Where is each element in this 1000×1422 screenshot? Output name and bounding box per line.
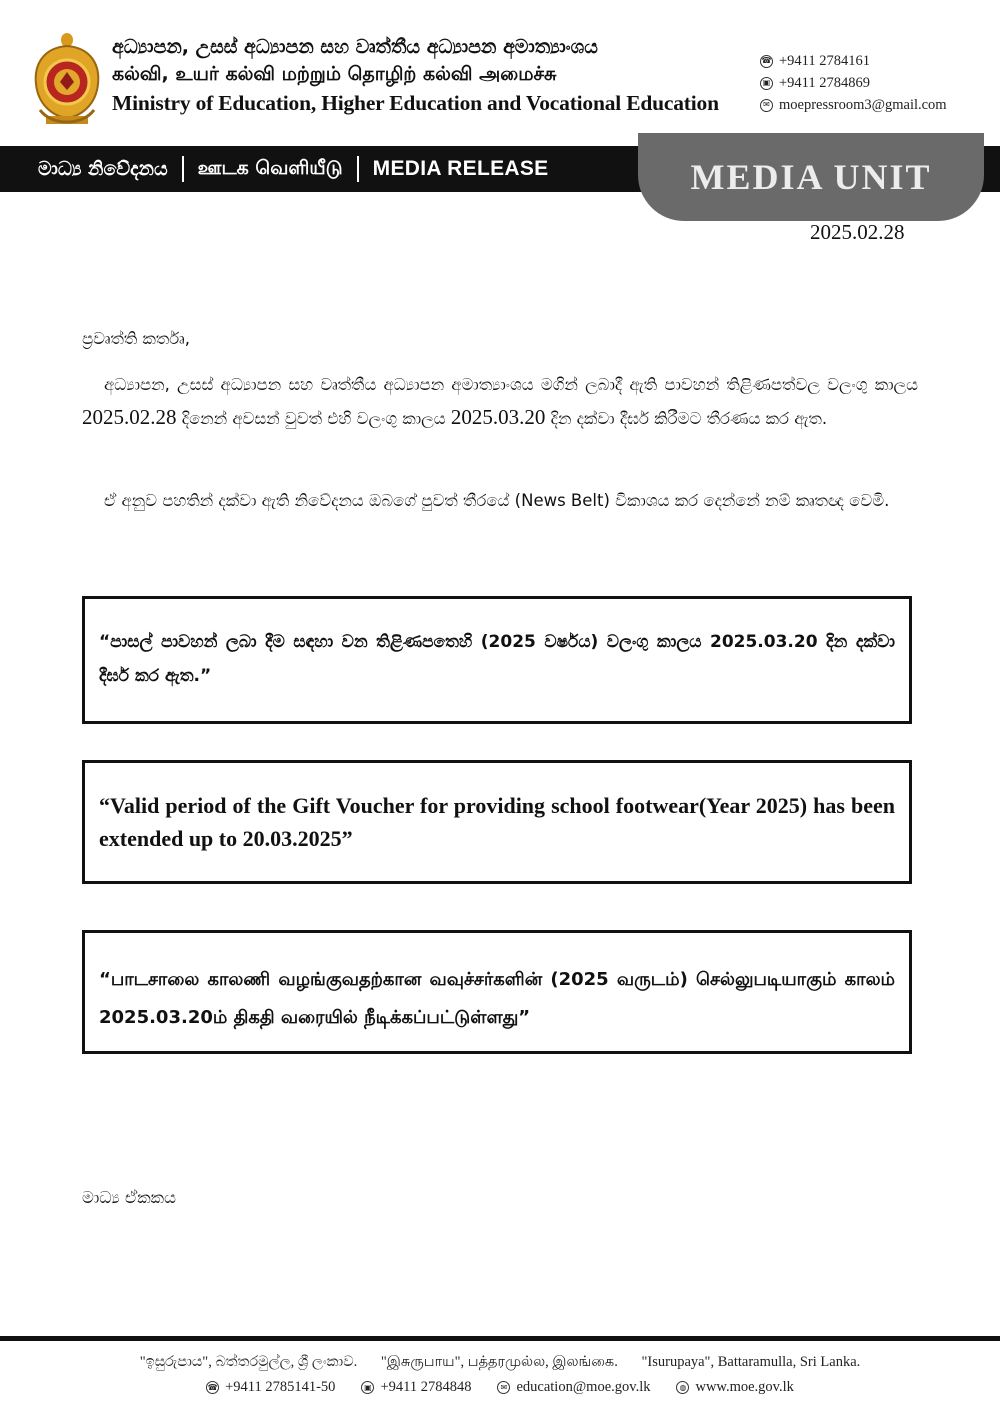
globe-icon: ◍ xyxy=(676,1381,689,1394)
ministry-name-tamil: கல்வி, உயர் கல்வி மற்றும் தொழிற் கல்வி அமைச்சு xyxy=(112,63,557,85)
sri-lanka-emblem-icon xyxy=(32,32,102,128)
notice-box-tamil xyxy=(82,930,912,1054)
header-fax-number: +9411 2784869 xyxy=(779,74,871,91)
salutation: ප්‍රවෘත්ති කර්තෘ, xyxy=(82,329,190,348)
release-date: 2025.02.28 xyxy=(810,220,905,244)
paragraph-1 xyxy=(82,368,918,435)
header-email xyxy=(760,94,995,116)
notice-box-english xyxy=(82,760,912,884)
band-tamil: ஊடக வெளியீடு xyxy=(197,156,343,179)
fax-icon: ▣ xyxy=(760,77,773,90)
notice-tamil: “பாடசாலை காலணி வழங்குவதற்கான வவுச்சர்களின் (2025 வருடம்) செல்லுபடியாகும் காலம் 2025.03.20ம் திகதி வரையில் நீடிக்கப்பட்டுள்ளது” xyxy=(99,969,895,1028)
header-email-address: moepressroom3@gmail.com xyxy=(779,96,947,113)
email-icon: ✉ xyxy=(760,99,773,112)
band-divider xyxy=(182,156,184,182)
header-contacts xyxy=(760,50,995,116)
para1-date-1: 2025.02.28 xyxy=(82,405,177,429)
footer-address-sinhala: "ඉසුරුපාය", බත්තරමුල්ල, ශ්‍රී ලංකාව. xyxy=(139,1354,358,1370)
phone-icon: ☎ xyxy=(206,1381,219,1394)
band-sinhala: මාධ්‍ය නිවේදනය xyxy=(38,158,168,180)
para1-text-3: දින දක්වා දීර්ඝ කිරීමට තීරණය කර ඇත. xyxy=(545,409,828,428)
footer-phone-number: +9411 2785141-50 xyxy=(225,1379,336,1395)
phone-icon: ☎ xyxy=(760,55,773,68)
header-fax xyxy=(760,72,995,94)
ministry-name-english: Ministry of Education, Higher Education and Vocational Education xyxy=(112,91,719,115)
footer-website-url: www.moe.gov.lk xyxy=(695,1379,794,1395)
footer-website xyxy=(676,1379,793,1396)
footer-address-english: "Isurupaya", Battaramulla, Sri Lanka. xyxy=(641,1354,861,1370)
band-divider xyxy=(357,156,359,182)
media-unit-tab: MEDIA UNIT xyxy=(638,133,984,221)
notice-english: “Valid period of the Gift Voucher for providing school footwear(Year 2025) has been extended up to 20.03.2025” xyxy=(99,793,895,851)
footer-address-tamil: "இசுருபாய", பத்தரமுல்ல, இலங்கை. xyxy=(380,1354,618,1370)
footer-address xyxy=(0,1354,1000,1372)
notice-box-sinhala xyxy=(82,596,912,724)
para1-text: අධ්‍යාපන, උසස් අධ්‍යාපන සහ වෘත්තීය අධ්‍යාපන අමාත්‍යාංශය මගින් ලබාදී ඇති පාවහන් තිළිණපත්වල වලංගු කාලය xyxy=(104,375,918,394)
ministry-name-sinhala: අධ්‍යාපන, උසස් අධ්‍යාපන සහ වෘත්තීය අධ්‍යාපන අමාත්‍යාංශය xyxy=(112,36,598,58)
para1-date-2: 2025.03.20 xyxy=(450,405,546,429)
email-icon: ✉ xyxy=(497,1381,510,1394)
footer-fax-number: +9411 2784848 xyxy=(380,1379,472,1395)
signoff: මාධ්‍ය ඒකකය xyxy=(82,1188,176,1207)
notice-sinhala: “පාසල් පාවහන් ලබා දීම සඳහා වන තිළිණපතෙහි (2025 වර්ෂය) වලංගු කාලය 2025.03.20 දින දක්වා දීර්ඝ කර ඇත.” xyxy=(99,632,895,686)
fax-icon: ▣ xyxy=(361,1381,374,1394)
footer-email-address: education@moe.gov.lk xyxy=(516,1379,651,1395)
paragraph-2: ඒ අනුව පහතින් දක්වා ඇති නිවේදනය ඔබගේ පුවත් තීරයේ (News Belt) විකාශය කර දෙන්නේ නම් කෘතඥ වෙමි. xyxy=(104,491,890,510)
band-english: MEDIA RELEASE xyxy=(372,157,549,180)
header-phone-number: +9411 2784161 xyxy=(779,52,871,69)
footer-email xyxy=(497,1379,650,1396)
footer-contacts xyxy=(0,1379,1000,1396)
footer-phone xyxy=(206,1379,335,1396)
para1-text-2: දිනෙන් අවසන් වුවත් එහි වලංගු කාලය xyxy=(176,409,451,428)
footer-divider xyxy=(0,1336,1000,1341)
footer-fax xyxy=(361,1379,471,1396)
ministry-name xyxy=(112,34,722,118)
header-phone xyxy=(760,50,995,72)
